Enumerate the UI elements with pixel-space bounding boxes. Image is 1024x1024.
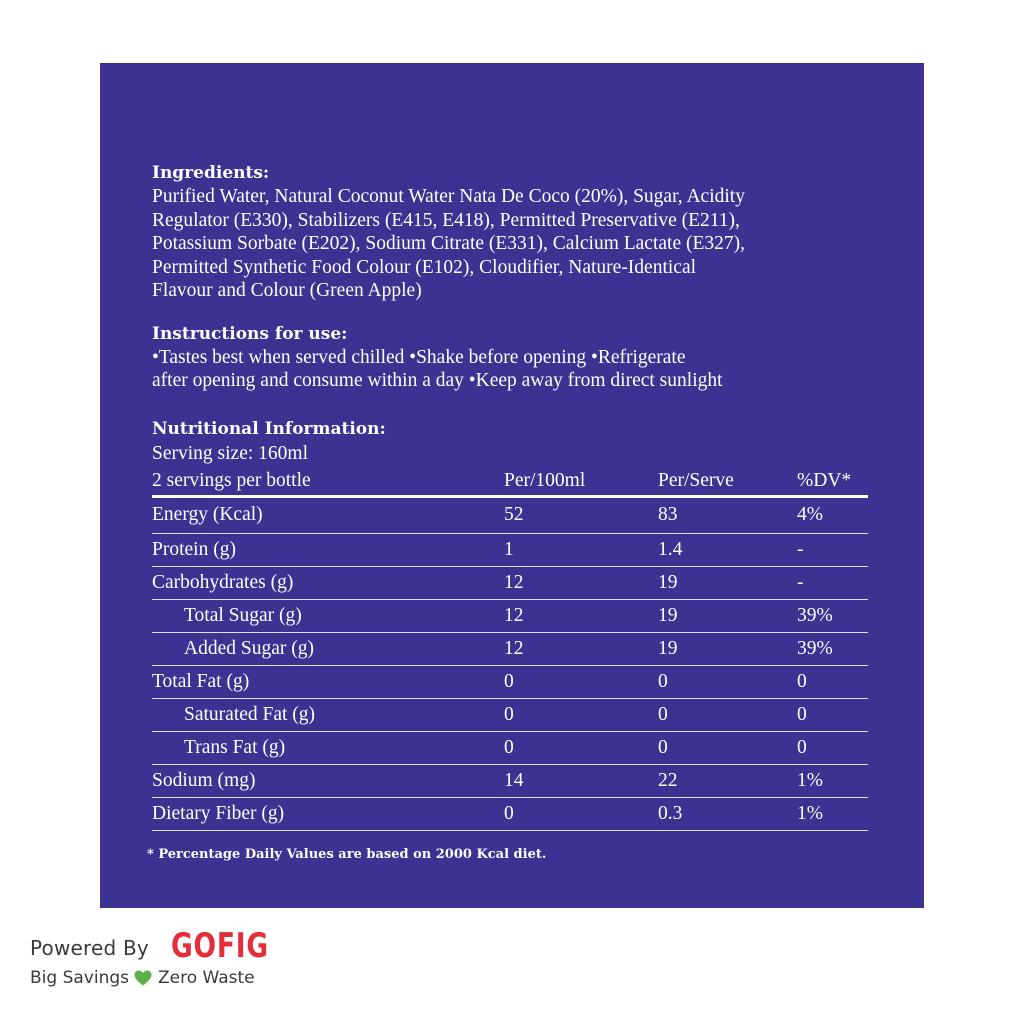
label-content: [147, 161, 868, 862]
serving-size: Serving size: 160ml: [152, 442, 308, 464]
table-header-row: [152, 467, 868, 498]
column-header-perserve: Per/Serve: [658, 469, 734, 491]
nutrient-name: Total Sugar (g): [184, 604, 302, 626]
value-perserve: 19: [658, 637, 678, 659]
ingredients-title: Ingredients:: [152, 163, 270, 183]
heart-icon: [134, 970, 152, 986]
nutrient-name: Total Fat (g): [152, 670, 250, 692]
nutrient-name: Energy (Kcal): [152, 504, 263, 525]
value-perserve: 1.4: [658, 538, 683, 560]
value-perserve: 0.3: [658, 802, 683, 824]
value-perserve: 0: [658, 736, 668, 758]
instructions-title: Instructions for use:: [152, 323, 348, 344]
value-dv: 1%: [797, 802, 823, 824]
table-row: [152, 798, 868, 831]
nutrient-name: Trans Fat (g): [184, 736, 286, 758]
nutrition-title: Nutritional Information:: [152, 418, 386, 439]
table-row: [152, 633, 868, 666]
brand-name: GOFIG: [171, 926, 269, 966]
value-dv: -: [797, 571, 804, 593]
value-dv: 1%: [797, 769, 823, 791]
nutrient-name: Added Sugar (g): [184, 637, 314, 659]
brand-tagline: [30, 968, 255, 988]
value-per100: 0: [504, 703, 514, 725]
value-per100: 52: [504, 504, 524, 525]
table-row: [152, 732, 868, 765]
value-per100: 12: [504, 637, 524, 659]
value-per100: 12: [504, 604, 524, 626]
tagline-left: Big Savings: [30, 968, 129, 988]
column-header-per100: Per/100ml: [504, 469, 586, 491]
instructions-line: •Tastes best when served chilled •Shake before opening •Refrigerate: [152, 346, 686, 368]
ingredients-line: Permitted Synthetic Food Colour (E102), Cloudifier, Nature-Identical: [152, 256, 697, 278]
nutrition-section: [147, 417, 868, 862]
table-row: [152, 534, 868, 567]
nutrient-name: Sodium (mg): [152, 769, 256, 791]
nutrient-name: Protein (g): [152, 538, 236, 560]
table-row: [152, 567, 868, 600]
value-perserve: 0: [658, 703, 668, 725]
column-header-dv: %DV*: [797, 469, 852, 491]
value-dv: 4%: [797, 504, 823, 525]
value-per100: 12: [504, 571, 524, 593]
value-per100: 0: [504, 670, 514, 692]
ingredients-line: Flavour and Colour (Green Apple): [152, 280, 422, 301]
tagline-right: Zero Waste: [158, 968, 255, 988]
table-row: [152, 765, 868, 798]
instructions-line: after opening and consume within a day •Keep away from direct sunlight: [152, 370, 723, 391]
value-dv: -: [797, 538, 804, 560]
table-row: [152, 600, 868, 633]
value-per100: 14: [504, 769, 524, 791]
value-perserve: 19: [658, 571, 678, 593]
ingredients-line: Regulator (E330), Stabilizers (E415, E418), Permitted Preservative (E211),: [152, 209, 740, 231]
value-dv: 0: [797, 736, 807, 758]
nutrition-label-panel: [100, 63, 924, 908]
table-row: [152, 498, 868, 534]
nutrient-name: Saturated Fat (g): [184, 703, 316, 725]
value-per100: 0: [504, 736, 514, 758]
nutrition-table: [152, 467, 868, 831]
servings-per-bottle: 2 servings per bottle: [152, 469, 311, 491]
nutrient-name: Carbohydrates (g): [152, 571, 294, 593]
table-row: [152, 699, 868, 732]
value-dv: 0: [797, 670, 807, 692]
value-per100: 1: [504, 538, 514, 560]
ingredients-line: Purified Water, Natural Coconut Water Nata De Coco (20%), Sugar, Acidity: [152, 186, 745, 207]
value-dv: 39%: [797, 604, 833, 626]
value-perserve: 19: [658, 604, 678, 626]
value-per100: 0: [504, 802, 514, 824]
ingredients-line: Potassium Sorbate (E202), Sodium Citrate (E331), Calcium Lactate (E327),: [152, 233, 745, 254]
dv-footnote: * Percentage Daily Values are based on 2000 Kcal diet.: [147, 846, 547, 862]
value-perserve: 22: [658, 769, 678, 791]
value-perserve: 0: [658, 670, 668, 692]
brand-logo: [30, 926, 290, 996]
nutrient-name: Dietary Fiber (g): [152, 802, 285, 824]
value-dv: 39%: [797, 637, 833, 659]
powered-by-text: Powered By: [30, 936, 149, 960]
value-dv: 0: [797, 703, 807, 725]
ingredients-section: [152, 161, 868, 303]
table-row: [152, 666, 868, 699]
instructions-section: [152, 322, 868, 393]
value-perserve: 83: [658, 504, 678, 525]
